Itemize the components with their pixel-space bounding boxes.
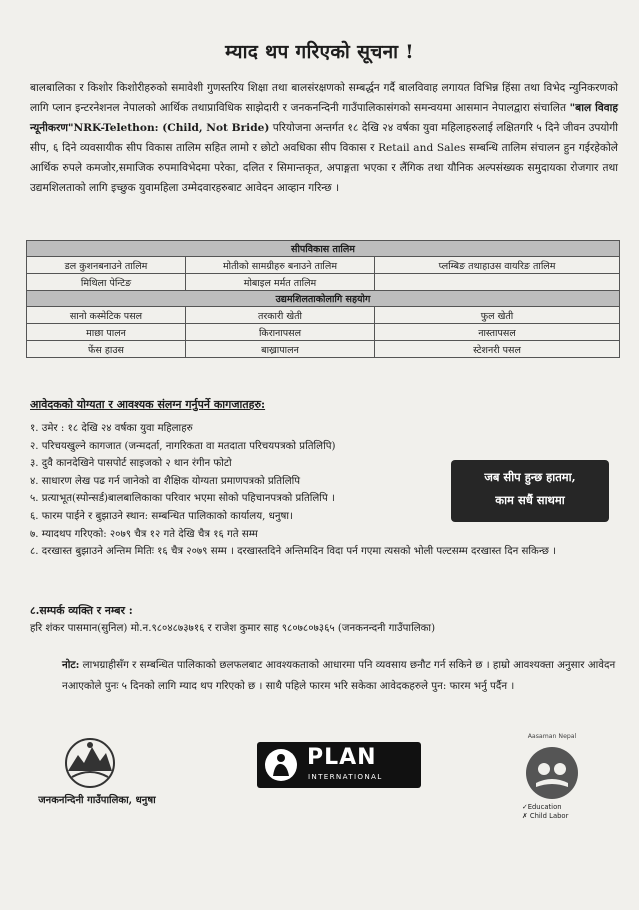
- list-item: ८. दरखास्त बुझाउने अन्तिम मितिः १६ चैत्र २०७९ सम्म । दरखास्तदिने अन्तिमदिन विदा पर्न गएमा त्यसको भोली पल्टसम्म दरखास्त दिन सकिन्छ ।: [30, 546, 557, 558]
- note-label: नोट:: [62, 659, 80, 671]
- training-table: [26, 240, 620, 358]
- table-row: [27, 274, 620, 291]
- aasaman-name: Aasaman Nepal: [527, 733, 577, 740]
- municipality-name: जनकनन्दिनी गाउँपालिका, धनुषा: [38, 795, 156, 806]
- table-cell: नास्तापसल: [375, 324, 620, 341]
- list-item: १. उमेर : १८ देखि २४ वर्षका युवा महिलाहरु: [30, 423, 193, 434]
- table-cell: माछा पालन: [27, 324, 186, 341]
- list-item: ५. प्रत्याभूत(स्पोन्सर्ड)बालबालिकाका परिवार भएमा सोको पहिचानपत्रको प्रतिलिपि ।: [30, 493, 335, 505]
- table-row: [27, 341, 620, 358]
- intro-before: बालबालिका र किशोर किशोरीहरुको समावेशी गुणस्तरिय शिक्षा तथा बालसंरक्षणको सम्बर्द्धन गर्दै बालविवाह लगायत विभिन्न हिंसा तथा विभेद न्युनिकरणको लागि प्लान इन्टरनेशनल नेपालको आर्थिक तथाप्राविधिक साझेदारी र जनकनन्दिनी गाउँपालिकासंगको समन्वयमा आसमान नेपालद्वारा संचालित: [30, 82, 618, 114]
- aasaman-child-labor: ✗ Child Labor: [522, 812, 569, 820]
- table-cell: मोबाइल मर्मत तालिम: [186, 274, 375, 291]
- slogan-box: [451, 460, 609, 522]
- table-cell: फुल खेती: [375, 307, 620, 324]
- note-text: लाभग्राहीसँग र सम्बन्धित पालिकाको छलफलबाट आवश्यकताको आधारमा पनि व्यवसाय छनौट गर्न सकिने छ । हाम्रो आवश्यक्ता अनुसार आवेदन नआएकोले पुनः ५ दिनको लागि म्याद थप गरिएको छ । साथै पहिले फारम भरि सकेका आवेदकहरुले पुन: फारम भर्नु पर्दैन ।: [62, 659, 616, 692]
- aasaman-education: ✓Education: [522, 803, 562, 811]
- plan-subtitle: INTERNATIONAL: [308, 772, 383, 781]
- table-cell: डल कुशनबनाउने तालिम: [27, 257, 186, 274]
- table-cell: तरकारी खेती: [186, 307, 375, 324]
- list-item: ३. दुवै कानदेखिने पासपोर्ट साइजको २ थान रंगीन फोटो: [30, 458, 232, 470]
- municipality-emblem-icon: [62, 737, 118, 789]
- table-row: [27, 257, 620, 274]
- plan-figure-icon: [265, 749, 297, 781]
- table-cell: फेंस हाउस: [27, 341, 186, 358]
- table-row: [27, 307, 620, 324]
- contact-heading: ८.सम्पर्क व्यक्ति र नम्बर :: [30, 604, 133, 617]
- notice-title: म्याद थप गरिएको सूचना !: [225, 41, 414, 63]
- table-cell: प्लम्बिङ तथाहाउस वायरिङ तालिम: [375, 257, 620, 274]
- table-cell: मिथिला पेन्टिङ: [27, 274, 186, 291]
- table-cell: सानो कस्मेटिक पसल: [27, 307, 186, 324]
- requirements-heading: आवेदकको योग्यता र आवश्यक संलग्न गर्नुपर्ने कागजातहरु:: [30, 398, 266, 411]
- contact-details: हरि शंकर पासमान(सुनिल) मो.न.९८०४८७३७१६ र राजेश कुमार साह ९८०७८०७३६५ (जनकनन्दनी गाउँपालिका): [30, 623, 436, 634]
- plan-word: PLAN: [307, 745, 377, 770]
- aasaman-logo-icon: [524, 745, 580, 801]
- note-paragraph: [62, 655, 618, 697]
- intro-after: परियोजना अन्तर्गत १८ देखि २४ वर्षका युवा महिलाहरुलाई लक्षितगरि ५ दिने जीवन उपयोगी सीप, ६ दिने व्यवसायीक सीप विकास तालिम सहित लामो र छोटो अवधिका सीप विकास र Retail and Sales सम्बन्धि तालिम संचालन हुन गईरहेकोले आर्थिक रुपले कमजोर,समाजिक रुपमाविभेदमा परेका, दलित र सिमान्तकृत, अपाङ्गता भएका र लैंगिक तथा यौनिक अल्पसंख्यक समुदायका रोजगार तथा उद्यमशिलताको लागि इच्छुक युवामहिला उम्मेदवारहरुबाट आवेदन आव्हान गरिन्छ ।: [30, 122, 618, 194]
- plan-logo: [257, 742, 421, 788]
- table-section-enterprise: उद्यमशिलताकोलागि सहयोग: [27, 291, 620, 307]
- list-item: ४. साधारण लेख पढ गर्न जानेको वा शैक्षिक योग्यता प्रमाणपत्रको प्रतिलिपि: [30, 475, 301, 487]
- slogan-line-2: काम सधैं साथमा: [495, 493, 565, 507]
- list-item: २. परिचयखुल्ने कागजात (जन्मदर्ता, नागरिकता वा मतदाता परिचयपत्रको प्रतिलिपि): [30, 440, 336, 452]
- table-row: [27, 324, 620, 341]
- table-cell: बाख्रापालन: [186, 341, 375, 358]
- table-cell: [375, 274, 620, 291]
- table-cell: किरानापसल: [186, 324, 375, 341]
- table-cell: मोतीको सामग्रीहरु बनाउने तालिम: [186, 257, 375, 274]
- list-item: ७. म्यादथप गरिएको: २०७९ चैत्र १२ गते देखि चैत्र १६ गते सम्म: [30, 528, 258, 540]
- intro-project: "बाल विवाह न्यूनीकरण"NRK-Telethon: (Child, Not Bride): [30, 102, 619, 134]
- table-cell: स्टेशनरी पसल: [375, 341, 620, 358]
- table-section-skill: सीपविकास तालिम: [27, 241, 620, 257]
- list-item: ६. फारम पाईने र बुझाउने स्थान: सम्बन्धित पालिकाको कार्यालय, धनुषा।: [30, 510, 293, 522]
- slogan-line-1: जब सीप हुन्छ हातमा,: [484, 470, 576, 484]
- intro-paragraph: [30, 78, 618, 198]
